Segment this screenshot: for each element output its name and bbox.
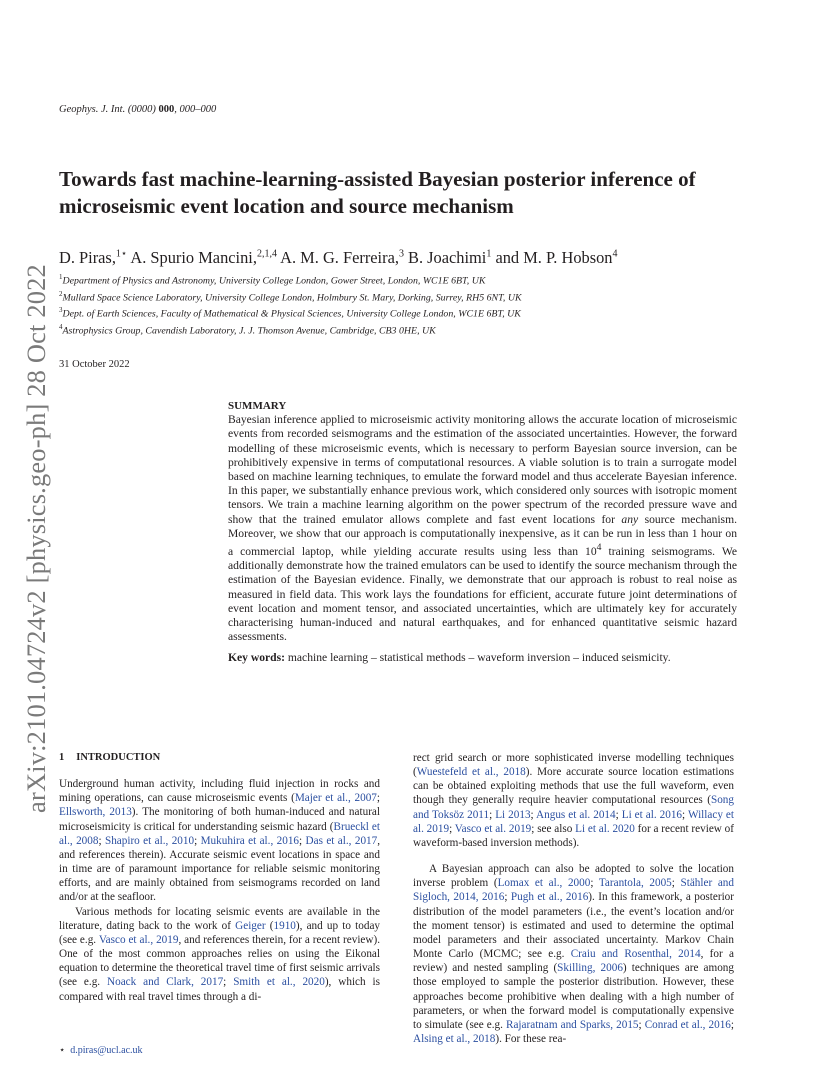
author-name: and M. P. Hobson: [491, 248, 613, 267]
citation-link[interactable]: Tarantola, 2005: [598, 877, 672, 890]
affiliations: [59, 271, 522, 338]
citation-link[interactable]: Angus et al. 2014: [536, 808, 616, 821]
citation-link[interactable]: Vasco et al. 2019: [454, 822, 532, 835]
citation-link[interactable]: Mukuhira et al., 2016: [200, 834, 300, 847]
citation-link[interactable]: Stähler and Sigloch, 2014, 2016: [413, 877, 734, 904]
arxiv-identifier: arXiv:2101.04724v2 [physics.geo-ph] 28 Oct 2022: [20, 263, 51, 813]
citation-link[interactable]: Shapiro et al., 2010: [104, 834, 195, 847]
author-name: B. Joachimi: [403, 248, 487, 267]
affiliation-line: $^1$Department of Physics and Astronomy, University College London, Gower Street, London, WC1E 6BT, UK: [59, 273, 486, 287]
citation-link[interactable]: Vasco et al., 2019: [98, 933, 179, 946]
citation-link[interactable]: Alsing et al., 2018: [413, 1032, 496, 1045]
citation-link[interactable]: Lomax et al., 2000: [497, 877, 591, 890]
arxiv-side-stamp: [18, 248, 54, 828]
citation-link[interactable]: Willacy et al. 2019: [413, 808, 734, 835]
citation-link[interactable]: Geiger: [235, 919, 266, 932]
footnote-mark: ⋆: [59, 1045, 66, 1056]
citation-link[interactable]: Li 2013: [495, 808, 531, 821]
citation-link[interactable]: Song and Toksöz 2011: [413, 794, 734, 821]
citation-link[interactable]: Brueckl et al., 2008: [59, 820, 380, 847]
summary-text: Bayesian inference applied to microseismic activity monitoring allows the accurate location of microseismic events from recorded seismograms and the estimation of the associated uncertainties. However, the forward modelling of these microseismic events, which is necessary to perform Bayesian source inversion, can be prohibitively expensive in terms of computational resources. A viable solution is to train a surrogate model based on machine learning techniques, to emulate the forward model and thus accelerate Bayesian inference. In this paper, we substantially enhance previous work, which considered only sources with isotropic moment tensors. We train a machine learning algorithm on the power spectrum of the recorded pressure wave and show that the trained emulator allows complete and fast event locations for any source mechanism. Moreover, we show that our approach is computationally inexpensive, as it can be run in less than 1 hour on a commercial laptop, while yielding accurate results using less than $10^4$ training seismograms. We additionally demonstrate how the trained emulators can be used to identify the source mechanism through the estimation of the Bayesian evidence. Finally, we demonstrate that our approach is robust to real noise as measured in field data. This work lays the foundations for efficient, accurate future joint determinations of event location and moment tensor, and associated uncertainties, which are ultimately key for accurately characterising human-induced and natural earthquakes, and for enhanced quantitative seismic hazard assessments.: [228, 413, 737, 644]
citation-link[interactable]: Majer et al., 2007: [294, 792, 377, 805]
paragraph-1: Underground human activity, including fluid injection in rocks and mining operations, can cause microseismic events (Majer et al., 2007; Ellsworth, 2013). The monitoring of both human-induced and natural microseismicity is critical for understanding seismic hazard (Brueckl et al., 2008; Shapiro et al., 2010; Mukuhira et al., 2016; Das et al., 2017, and references therein). Accurate seismic event locations in space and in time are of paramount importance for reliable seismic monitoring efforts, and are mainly obtained from seismograms recorded on land and/or at the seafloor.: [59, 778, 381, 904]
citation-link[interactable]: Ellsworth, 2013: [59, 806, 132, 819]
paragraph-3: rect grid search or more sophisticated inverse modelling techniques (Wuestefeld et al., 2018). More accurate source location estimations can be obtained exploiting methods that use the full waveform, even though they generally require heavier computational resources (Song and Toksöz 2011; Li 2013; Angus et al. 2014; Li et al. 2016; Willacy et al. 2019; Vasco et al. 2019; see also Li et al. 2020 for a recent review of waveform-based inversion methods).: [413, 752, 735, 849]
citation-link[interactable]: Rajaratnam and Sparks, 2015: [506, 1018, 639, 1031]
citation-link[interactable]: Das et al., 2017: [305, 834, 378, 847]
author-name: A. Spurio Mancini,: [127, 248, 257, 267]
affiliation-line: $^2$Mullard Space Science Laboratory, University College London, Holmbury St. Mary, Dorking, Surrey, RH5 6NT, UK: [59, 289, 522, 303]
affiliation-line: $^4$Astrophysics Group, Cavendish Laboratory, J. J. Thomson Avenue, Cambridge, CB3 0HE, UK: [59, 323, 436, 337]
affiliation-line: $^3$Dept. of Earth Sciences, Faculty of Mathematical & Physical Sciences, University College London, WC1E 6BT, UK: [59, 306, 521, 320]
author-affiliation-marker: 3: [398, 248, 404, 260]
summary-heading: SUMMARY: [228, 400, 287, 412]
citation-link[interactable]: Smith et al., 2020: [233, 976, 325, 989]
citation-link[interactable]: Noack and Clark, 2017: [107, 976, 224, 989]
citation-link[interactable]: Wuestefeld et al., 2018: [416, 766, 526, 779]
paragraph-2: Various methods for locating seismic events are available in the literature, dating back to the work of Geiger (1910), and up to today (see e.g. Vasco et al., 2019, and references therein, for a recent review). One of the most common approaches relies on using the Eikonal equation to determine the theoretical travel time of first seismic arrivals (see e.g. Noack and Clark, 2017; Smith et al., 2020), which is compared with real travel times through a di-: [59, 905, 381, 1003]
keywords: Key words: machine learning – statistical methods – waveform inversion – induced seismicity.: [228, 651, 671, 665]
citation-link[interactable]: Craiu and Rosenthal, 2014: [570, 948, 701, 961]
author-affiliation-marker: 1⋆: [115, 248, 128, 260]
paragraph-4: A Bayesian approach can also be adopted to solve the location inverse problem (Lomax et al., 2000; Tarantola, 2005; Stähler and Sigloch, 2014, 2016; Pugh et al., 2016). In this framework, a posterior distribution of the model parameters (i.e., the event’s location and/or the moment tensor) is estimated and used to determine the optimal model parameters and their associated uncertainty. Markov Chain Monte Carlo (MCMC; see e.g. Craiu and Rosenthal, 2014, for a review) and nested sampling (Skilling, 2006) techniques are among those employed to sample the posterior distribution. However, these approaches become prohibitive when dealing with a high number of parameters, or when the forward model is computationally expensive to simulate (see e.g. Rajaratnam and Sparks, 2015; Conrad et al., 2016; Alsing et al., 2018). For these rea-: [413, 863, 735, 1045]
author-affiliation-marker: 1: [486, 248, 492, 260]
journal-header: Geophys. J. Int. (0000) 000, 000–000: [59, 104, 217, 115]
citation-link[interactable]: Li et al. 2016: [621, 808, 683, 821]
citation-link[interactable]: 1910: [273, 919, 296, 932]
author-list: [59, 248, 617, 268]
email-link[interactable]: d.piras@ucl.ac.uk: [70, 1045, 143, 1056]
citation-link[interactable]: Pugh et al., 2016: [510, 891, 589, 904]
citation-link[interactable]: Skilling, 2006: [557, 962, 623, 975]
paper-title: Towards fast machine-learning-assisted Bayesian posterior inference of microseismic event location and source mechanism: [59, 167, 696, 218]
section-heading-introduction: 1 INTRODUCTION: [59, 752, 161, 763]
summary-section: [228, 399, 737, 666]
author-affiliation-marker: 4: [612, 248, 618, 260]
author-name: A. M. G. Ferreira,: [276, 248, 399, 267]
publication-date: 31 October 2022: [59, 359, 130, 370]
corresponding-author-footnote: [59, 1045, 143, 1056]
right-column: [413, 751, 734, 1046]
citation-link[interactable]: Conrad et al., 2016: [644, 1018, 731, 1031]
author-name: D. Piras,: [59, 248, 116, 267]
author-affiliation-marker: 2,1,4: [256, 248, 277, 260]
left-column: [59, 751, 380, 1004]
citation-link[interactable]: Li et al. 2020: [575, 822, 635, 835]
